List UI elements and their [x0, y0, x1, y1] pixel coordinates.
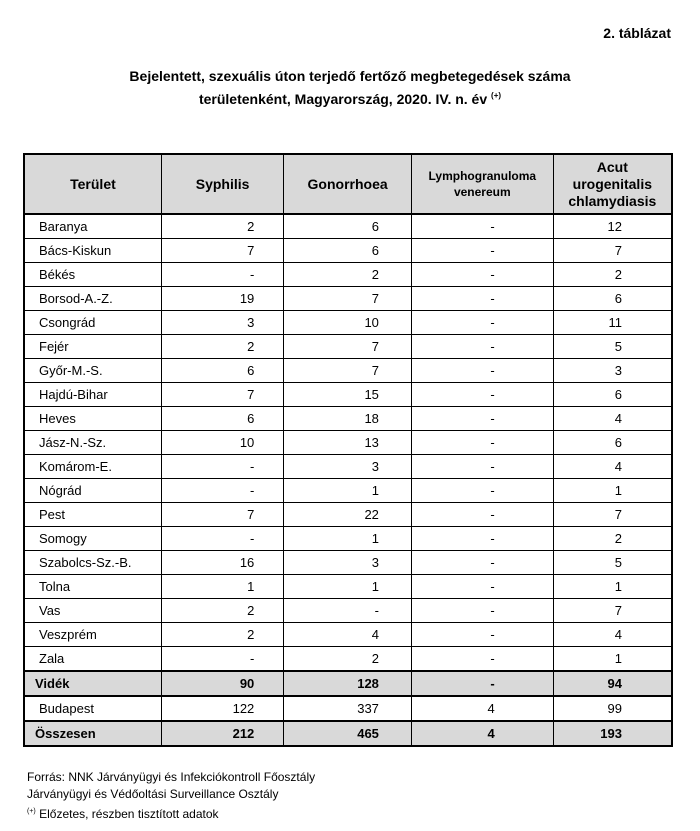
value-cell: 16: [161, 551, 283, 575]
table-number-label: 2. táblázat: [603, 25, 671, 41]
row-label-cell: Vidék: [24, 671, 161, 696]
value-cell: -: [411, 311, 553, 335]
table-row: [24, 431, 672, 455]
value-cell: 337: [284, 696, 412, 721]
value-cell: 99: [553, 696, 672, 721]
value-cell: 1: [284, 527, 412, 551]
table-body: [24, 214, 672, 746]
row-label-cell: Békés: [24, 263, 161, 287]
value-cell: 11: [553, 311, 672, 335]
value-cell: -: [411, 647, 553, 672]
table-row: [24, 383, 672, 407]
row-label-cell: Heves: [24, 407, 161, 431]
value-cell: 2: [284, 647, 412, 672]
table-row: [24, 311, 672, 335]
budapest-row: [24, 696, 672, 721]
title-line-2: [0, 86, 700, 109]
table-row: [24, 359, 672, 383]
title-line-1: Bejelentett, szexuális úton terjedő fertőző megbetegedések száma: [129, 68, 571, 84]
value-cell: 4: [553, 623, 672, 647]
value-cell: -: [411, 503, 553, 527]
value-cell: -: [411, 671, 553, 696]
header-lymphogranuloma: Lymphogranuloma venereum: [411, 154, 553, 214]
row-label-cell: Hajdú-Bihar: [24, 383, 161, 407]
value-cell: 3: [284, 551, 412, 575]
value-cell: 3: [161, 311, 283, 335]
table-row: [24, 214, 672, 239]
row-label-cell: Fejér: [24, 335, 161, 359]
row-label-cell: Nógrád: [24, 479, 161, 503]
value-cell: 6: [553, 431, 672, 455]
table-row: [24, 239, 672, 263]
row-label-cell: Zala: [24, 647, 161, 672]
value-cell: -: [411, 623, 553, 647]
value-cell: 3: [284, 455, 412, 479]
value-cell: 7: [553, 239, 672, 263]
value-cell: 6: [553, 287, 672, 311]
row-label-cell: Budapest: [24, 696, 161, 721]
table-row: [24, 575, 672, 599]
row-label-cell: Csongrád: [24, 311, 161, 335]
value-cell: 122: [161, 696, 283, 721]
value-cell: 94: [553, 671, 672, 696]
row-label-cell: Somogy: [24, 527, 161, 551]
row-label-cell: Vas: [24, 599, 161, 623]
title-footnote-marker: (+): [491, 91, 502, 100]
row-label-cell: Tolna: [24, 575, 161, 599]
row-label-cell: Bács-Kiskun: [24, 239, 161, 263]
row-label-cell: Pest: [24, 503, 161, 527]
value-cell: 212: [161, 721, 283, 746]
value-cell: -: [411, 335, 553, 359]
value-cell: -: [161, 479, 283, 503]
value-cell: -: [411, 575, 553, 599]
value-cell: 4: [553, 455, 672, 479]
value-cell: 1: [553, 575, 672, 599]
value-cell: -: [161, 527, 283, 551]
value-cell: 6: [553, 383, 672, 407]
value-cell: -: [411, 431, 553, 455]
value-cell: 5: [553, 335, 672, 359]
value-cell: 7: [553, 503, 672, 527]
value-cell: 2: [553, 263, 672, 287]
value-cell: -: [411, 239, 553, 263]
value-cell: 15: [284, 383, 412, 407]
value-cell: 2: [161, 214, 283, 239]
value-cell: 22: [284, 503, 412, 527]
table-row: [24, 551, 672, 575]
value-cell: 13: [284, 431, 412, 455]
row-label-cell: Jász-N.-Sz.: [24, 431, 161, 455]
value-cell: 4: [411, 721, 553, 746]
value-cell: 7: [553, 599, 672, 623]
table-row: [24, 503, 672, 527]
source-line-1: Forrás: NNK Járványügyi és Infekciókontroll Főosztály: [27, 770, 316, 784]
value-cell: 6: [284, 214, 412, 239]
value-cell: -: [284, 599, 412, 623]
row-label-cell: Összesen: [24, 721, 161, 746]
value-cell: -: [411, 527, 553, 551]
value-cell: 1: [284, 479, 412, 503]
table-row: [24, 479, 672, 503]
value-cell: -: [161, 455, 283, 479]
header-gonorrhoea: Gonorrhoea: [284, 154, 412, 214]
value-cell: -: [411, 551, 553, 575]
value-cell: -: [411, 383, 553, 407]
header-terulet: Terület: [24, 154, 161, 214]
value-cell: 18: [284, 407, 412, 431]
table-row: [24, 647, 672, 672]
value-cell: 2: [553, 527, 672, 551]
value-cell: 7: [161, 503, 283, 527]
value-cell: 5: [553, 551, 672, 575]
table-row: [24, 335, 672, 359]
table-row: [24, 263, 672, 287]
value-cell: 10: [161, 431, 283, 455]
preliminary-note: [27, 803, 315, 823]
value-cell: 7: [161, 383, 283, 407]
value-cell: -: [411, 455, 553, 479]
table-row: [24, 407, 672, 431]
value-cell: 128: [284, 671, 412, 696]
value-cell: -: [411, 599, 553, 623]
value-cell: 4: [411, 696, 553, 721]
value-cell: 10: [284, 311, 412, 335]
value-cell: -: [161, 647, 283, 672]
note-text: Előzetes, részben tisztított adatok: [39, 807, 219, 821]
value-cell: -: [411, 287, 553, 311]
value-cell: 2: [161, 335, 283, 359]
value-cell: 193: [553, 721, 672, 746]
table-title: [0, 66, 700, 109]
header-chlamydiasis: Acut urogenitalis chlamydiasis: [553, 154, 672, 214]
value-cell: 12: [553, 214, 672, 239]
value-cell: -: [161, 263, 283, 287]
header-row: [24, 154, 672, 214]
table-row: [24, 287, 672, 311]
value-cell: 6: [161, 407, 283, 431]
total-row: [24, 721, 672, 746]
value-cell: 7: [161, 239, 283, 263]
footer-notes: [27, 769, 315, 823]
table-row: [24, 455, 672, 479]
value-cell: 3: [553, 359, 672, 383]
table-row: [24, 527, 672, 551]
value-cell: 1: [553, 479, 672, 503]
value-cell: -: [411, 479, 553, 503]
value-cell: 19: [161, 287, 283, 311]
row-label-cell: Baranya: [24, 214, 161, 239]
value-cell: 4: [284, 623, 412, 647]
source-line-2: Járványügyi és Védőoltási Surveillance Osztály: [27, 787, 279, 801]
value-cell: 7: [284, 335, 412, 359]
row-label-cell: Komárom-E.: [24, 455, 161, 479]
value-cell: -: [411, 359, 553, 383]
row-label-cell: Győr-M.-S.: [24, 359, 161, 383]
table-row: [24, 623, 672, 647]
value-cell: 2: [161, 599, 283, 623]
value-cell: 90: [161, 671, 283, 696]
value-cell: 6: [284, 239, 412, 263]
value-cell: 465: [284, 721, 412, 746]
header-syphilis: Syphilis: [161, 154, 283, 214]
value-cell: 7: [284, 287, 412, 311]
value-cell: -: [411, 214, 553, 239]
note-marker: (+): [27, 808, 36, 815]
value-cell: -: [411, 407, 553, 431]
value-cell: 4: [553, 407, 672, 431]
vidlek-row: [24, 671, 672, 696]
data-table: [23, 153, 673, 747]
value-cell: 2: [161, 623, 283, 647]
title-line-2-text: területenként, Magyarország, 2020. IV. n. év: [198, 91, 488, 107]
value-cell: 6: [161, 359, 283, 383]
value-cell: 1: [284, 575, 412, 599]
value-cell: 1: [161, 575, 283, 599]
table-row: [24, 599, 672, 623]
value-cell: 7: [284, 359, 412, 383]
value-cell: -: [411, 263, 553, 287]
row-label-cell: Borsod-A.-Z.: [24, 287, 161, 311]
row-label-cell: Szabolcs-Sz.-B.: [24, 551, 161, 575]
row-label-cell: Veszprém: [24, 623, 161, 647]
value-cell: 2: [284, 263, 412, 287]
value-cell: 1: [553, 647, 672, 672]
